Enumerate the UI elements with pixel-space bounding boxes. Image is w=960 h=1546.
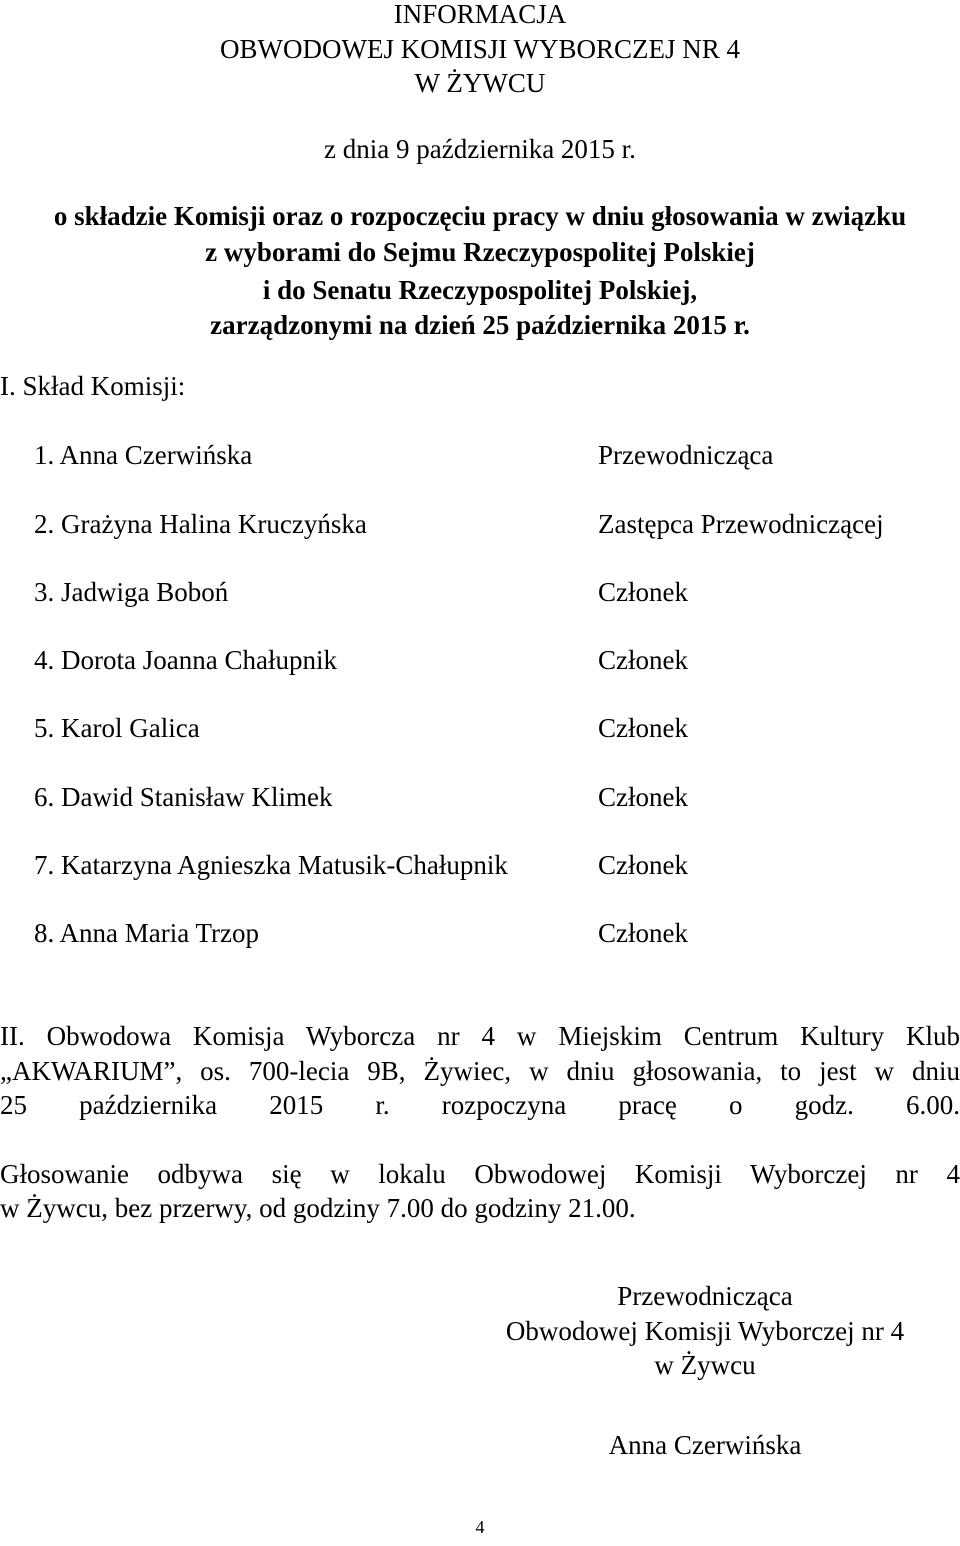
member-role: Przewodnicząca: [598, 440, 774, 470]
member-role: Członek: [598, 850, 688, 880]
section-2-line-3: 25 października 2015 r. rozpoczyna pracę o godz. 6.00.: [0, 1090, 960, 1120]
member-row: [0, 916, 960, 950]
section-1-label: I. Skład Komisji:: [0, 371, 186, 401]
member-name: 3. Jadwiga Boboń: [34, 577, 229, 607]
member-role: Członek: [598, 645, 688, 675]
signature-line-3: w Żywcu: [654, 1350, 756, 1380]
subject-line-3: i do Senatu Rzeczypospolitej Polskiej,: [262, 275, 698, 305]
member-row: [0, 848, 960, 882]
subject-line-1: o składzie Komisji oraz o rozpoczęciu pracy w dniu głosowania w związku: [53, 201, 907, 231]
member-row: [0, 507, 960, 541]
member-name: 8. Anna Maria Trzop: [34, 918, 259, 948]
member-name: 2. Grażyna Halina Kruczyńska: [34, 509, 367, 539]
member-row: [0, 575, 960, 609]
section-2-line-2: „AKWARIUM”, os. 700-lecia 9B, Żywiec, w dniu głosowania, to jest w dniu: [0, 1056, 960, 1086]
signature-line-2: Obwodowej Komisji Wyborczej nr 4: [505, 1316, 905, 1346]
member-row: [0, 711, 960, 745]
member-name: 5. Karol Galica: [34, 713, 200, 743]
title-line-2: OBWODOWEJ KOMISJI WYBORCZEJ NR 4: [219, 34, 740, 64]
member-role: Członek: [598, 918, 688, 948]
member-name: 1. Anna Czerwińska: [34, 440, 253, 470]
member-name: 4. Dorota Joanna Chałupnik: [34, 645, 337, 675]
member-role: Członek: [598, 713, 688, 743]
signature-name: Anna Czerwińska: [608, 1430, 802, 1460]
member-row: [0, 780, 960, 814]
member-name: 6. Dawid Stanisław Klimek: [34, 782, 333, 812]
signature-title: Przewodnicząca: [617, 1281, 793, 1311]
section-3-line-1: Głosowanie odbywa się w lokalu Obwodowej Komisji Wyborczej nr 4: [0, 1159, 960, 1189]
section-3-line-2: w Żywcu, bez przerwy, od godziny 7.00 do godziny 21.00.: [0, 1193, 636, 1223]
member-role: Zastępca Przewodniczącej: [598, 509, 884, 539]
member-name: 7. Katarzyna Agnieszka Matusik-Chałupnik: [34, 850, 508, 880]
member-role: Członek: [598, 577, 688, 607]
subject-line-4: zarządzonymi na dzień 25 października 2015 r.: [210, 310, 750, 340]
document-date: z dnia 9 października 2015 r.: [324, 134, 636, 164]
title-line-3: W ŻYWCU: [414, 68, 546, 98]
subject-line-2: z wyborami do Sejmu Rzeczypospolitej Polskiej: [205, 237, 755, 267]
member-row: [0, 643, 960, 677]
member-row: [0, 438, 960, 472]
member-role: Członek: [598, 782, 688, 812]
page-number: 4: [475, 1517, 485, 1537]
section-2-line-1: II. Obwodowa Komisja Wyborcza nr 4 w Miejskim Centrum Kultury Klub: [0, 1021, 960, 1051]
title-line-1: INFORMACJA: [393, 0, 567, 29]
